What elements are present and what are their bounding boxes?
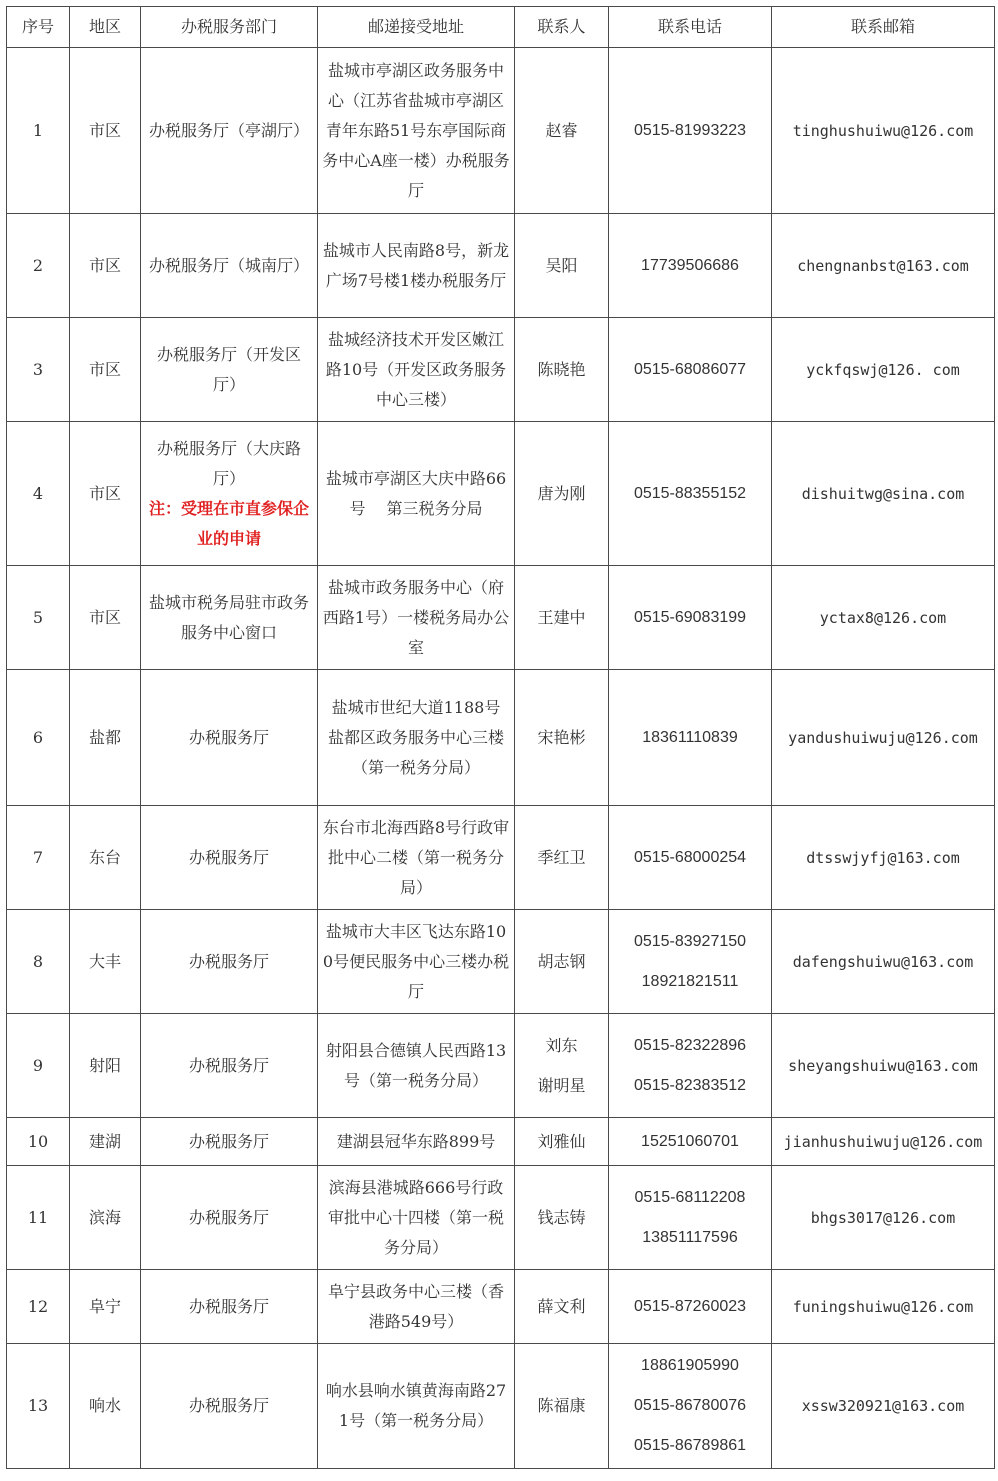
contact-name: 刘雅仙 bbox=[537, 1131, 586, 1151]
dept-name: 办税服务厅 bbox=[188, 1055, 269, 1075]
row-email: bhgs3017@126.com bbox=[772, 1166, 995, 1270]
phone-number: 0515-68086077 bbox=[633, 360, 747, 378]
row-contact bbox=[515, 48, 609, 214]
row-email: sheyangshuiwu@163.com bbox=[772, 1014, 995, 1118]
contact-name: 季红卫 bbox=[537, 847, 586, 867]
table-row bbox=[7, 1166, 995, 1270]
row-email: funingshuiwu@126.com bbox=[772, 1270, 995, 1344]
row-dept bbox=[141, 670, 318, 806]
header-phone: 联系电话 bbox=[609, 7, 772, 48]
phone-number: 0515-82322896 bbox=[633, 1036, 747, 1054]
contact-name: 唐为刚 bbox=[537, 483, 586, 503]
row-region: 滨海 bbox=[70, 1166, 141, 1270]
row-number: 6 bbox=[7, 670, 70, 806]
table-row bbox=[7, 806, 995, 910]
row-address: 盐城经济技术开发区嫩江路10号（开发区政务服务中心三楼） bbox=[318, 318, 515, 422]
row-number: 5 bbox=[7, 566, 70, 670]
table-row bbox=[7, 318, 995, 422]
row-number: 2 bbox=[7, 214, 70, 318]
phone-number: 15251060701 bbox=[641, 1132, 739, 1150]
header-row bbox=[7, 7, 995, 48]
row-region: 市区 bbox=[70, 48, 141, 214]
row-address: 滨海县港城路666号行政审批中心十四楼（第一税务分局） bbox=[318, 1166, 515, 1270]
table-row bbox=[7, 670, 995, 806]
phone-number: 0515-82383512 bbox=[633, 1076, 747, 1094]
row-contact bbox=[515, 318, 609, 422]
phone-number: 0515-88355152 bbox=[633, 484, 747, 502]
row-region: 东台 bbox=[70, 806, 141, 910]
phone-number: 18861905990 bbox=[641, 1357, 739, 1374]
contact-name: 胡志钢 bbox=[537, 951, 586, 971]
row-region: 大丰 bbox=[70, 910, 141, 1014]
row-dept bbox=[141, 566, 318, 670]
dept-name: 盐城市税务局驻市政务服务中心窗口 bbox=[148, 592, 309, 642]
row-number: 13 bbox=[7, 1344, 70, 1469]
row-region: 盐都 bbox=[70, 670, 141, 806]
row-address: 响水县响水镇黄海南路271号（第一税务分局） bbox=[318, 1344, 515, 1469]
row-number: 4 bbox=[7, 422, 70, 566]
table-row bbox=[7, 1344, 995, 1469]
dept-name: 办税服务厅 bbox=[188, 1207, 269, 1227]
contact-name: 宋艳彬 bbox=[537, 727, 586, 747]
row-region: 建湖 bbox=[70, 1118, 141, 1166]
row-email: yandushuiwuju@126.com bbox=[772, 670, 995, 806]
header-address: 邮递接受地址 bbox=[318, 7, 515, 48]
row-region: 市区 bbox=[70, 318, 141, 422]
row-number: 11 bbox=[7, 1166, 70, 1270]
row-contact bbox=[515, 1014, 609, 1118]
row-phone bbox=[609, 670, 772, 806]
header-no: 序号 bbox=[7, 7, 70, 48]
row-number: 3 bbox=[7, 318, 70, 422]
table-row bbox=[7, 214, 995, 318]
row-contact bbox=[515, 910, 609, 1014]
contact-name: 吴阳 bbox=[545, 255, 578, 275]
phone-number: 0515-68000254 bbox=[633, 848, 747, 866]
row-region: 市区 bbox=[70, 566, 141, 670]
phone-number: 0515-83927150 bbox=[633, 932, 747, 950]
dept-name: 办税服务厅 bbox=[188, 1296, 269, 1316]
table-body bbox=[7, 48, 995, 1469]
row-dept bbox=[141, 1270, 318, 1344]
table-row bbox=[7, 1270, 995, 1344]
header-email: 联系邮箱 bbox=[772, 7, 995, 48]
phone-number: 0515-86789861 bbox=[633, 1437, 747, 1454]
phone-number: 0515-68112208 bbox=[634, 1188, 746, 1206]
row-phone bbox=[609, 318, 772, 422]
row-address: 东台市北海西路8号行政审批中心二楼（第一税务分局） bbox=[318, 806, 515, 910]
row-dept bbox=[141, 1344, 318, 1469]
row-dept bbox=[141, 214, 318, 318]
row-address: 盐城市世纪大道1188号 盐都区政务服务中心三楼（第一税务分局） bbox=[318, 670, 515, 806]
phone-number: 18921821511 bbox=[641, 972, 739, 990]
row-address: 盐城市亭湖区大庆中路66号 第三税务分局 bbox=[318, 422, 515, 566]
row-address: 射阳县合德镇人民西路13号（第一税务分局） bbox=[318, 1014, 515, 1118]
contact-name: 薛文利 bbox=[537, 1296, 586, 1316]
table-row bbox=[7, 48, 995, 214]
dept-name: 办税服务厅（开发区厅） bbox=[156, 344, 301, 394]
row-email: xssw320921@163.com bbox=[772, 1344, 995, 1469]
row-contact bbox=[515, 806, 609, 910]
row-address: 阜宁县政务中心三楼（香港路549号） bbox=[318, 1270, 515, 1344]
row-number: 10 bbox=[7, 1118, 70, 1166]
phone-number: 18361110839 bbox=[642, 728, 738, 746]
contact-name: 刘东 bbox=[545, 1035, 578, 1055]
phone-number: 0515-86780076 bbox=[633, 1397, 747, 1414]
row-region: 市区 bbox=[70, 422, 141, 566]
row-phone bbox=[609, 48, 772, 214]
phone-number: 0515-87260023 bbox=[633, 1297, 747, 1315]
header-dept: 办税服务部门 bbox=[141, 7, 318, 48]
table-row bbox=[7, 422, 995, 566]
table-row bbox=[7, 910, 995, 1014]
row-contact bbox=[515, 1270, 609, 1344]
row-email: jianhushuiwuju@126.com bbox=[772, 1118, 995, 1166]
row-contact bbox=[515, 422, 609, 566]
row-phone bbox=[609, 1118, 772, 1166]
row-phone bbox=[609, 910, 772, 1014]
row-phone bbox=[609, 1166, 772, 1270]
phone-number: 0515-81993223 bbox=[633, 121, 747, 139]
dept-name: 办税服务厅 bbox=[188, 951, 269, 971]
row-email: dishuitwg@sina.com bbox=[772, 422, 995, 566]
row-dept bbox=[141, 48, 318, 214]
dept-note: 注：受理在市直参保企业的申请 bbox=[148, 498, 309, 548]
row-number: 7 bbox=[7, 806, 70, 910]
phone-number: 17739506686 bbox=[641, 256, 739, 274]
row-dept bbox=[141, 1014, 318, 1118]
row-region: 射阳 bbox=[70, 1014, 141, 1118]
row-dept bbox=[141, 910, 318, 1014]
row-region: 响水 bbox=[70, 1344, 141, 1469]
row-dept bbox=[141, 318, 318, 422]
row-address: 建湖县冠华东路899号 bbox=[318, 1118, 515, 1166]
row-email: yctax8@126.com bbox=[772, 566, 995, 670]
contact-name: 陈晓艳 bbox=[537, 359, 586, 379]
contact-name: 陈福康 bbox=[537, 1396, 586, 1415]
row-phone bbox=[609, 566, 772, 670]
row-address: 盐城市大丰区飞达东路100号便民服务中心三楼办税厅 bbox=[318, 910, 515, 1014]
row-dept bbox=[141, 806, 318, 910]
row-phone bbox=[609, 1344, 772, 1469]
row-contact bbox=[515, 1118, 609, 1166]
row-dept bbox=[141, 422, 318, 566]
tax-service-contact-table bbox=[6, 6, 995, 1469]
row-number: 9 bbox=[7, 1014, 70, 1118]
dept-name: 办税服务厅 bbox=[188, 1131, 269, 1151]
row-address: 盐城市人民南路8号，新龙广场7号楼1楼办税服务厅 bbox=[318, 214, 515, 318]
row-number: 12 bbox=[7, 1270, 70, 1344]
row-email: dtsswjyfj@163.com bbox=[772, 806, 995, 910]
dept-name: 办税服务厅 bbox=[188, 847, 269, 867]
row-address: 盐城市亭湖区政务服务中心（江苏省盐城市亭湖区青年东路51号东亭国际商务中心A座一楼）办税服务厅 bbox=[318, 48, 515, 214]
row-email: tinghushuiwu@126.com bbox=[772, 48, 995, 214]
dept-name: 办税服务厅（大庆路厅） bbox=[156, 438, 301, 488]
row-address: 盐城市政务服务中心（府西路1号）一楼税务局办公室 bbox=[318, 566, 515, 670]
row-email: dafengshuiwu@163.com bbox=[772, 910, 995, 1014]
dept-name: 办税服务厅 bbox=[188, 1396, 269, 1415]
row-phone bbox=[609, 1270, 772, 1344]
row-contact bbox=[515, 670, 609, 806]
row-contact bbox=[515, 1166, 609, 1270]
dept-name: 办税服务厅 bbox=[188, 727, 269, 747]
row-phone bbox=[609, 1014, 772, 1118]
row-number: 1 bbox=[7, 48, 70, 214]
row-contact bbox=[515, 566, 609, 670]
row-email: chengnanbst@163.com bbox=[772, 214, 995, 318]
row-number: 8 bbox=[7, 910, 70, 1014]
row-phone bbox=[609, 214, 772, 318]
dept-name: 办税服务厅（亭湖厅） bbox=[148, 120, 309, 140]
row-region: 市区 bbox=[70, 214, 141, 318]
row-dept bbox=[141, 1166, 318, 1270]
contact-name: 赵睿 bbox=[545, 120, 578, 140]
contact-name: 王建中 bbox=[537, 607, 586, 627]
contact-name: 钱志铸 bbox=[537, 1207, 586, 1227]
header-region: 地区 bbox=[70, 7, 141, 48]
phone-number: 13851117596 bbox=[642, 1228, 738, 1246]
header-contact: 联系人 bbox=[515, 7, 609, 48]
table-row bbox=[7, 1014, 995, 1118]
row-email: yckfqswj@126. com bbox=[772, 318, 995, 422]
row-region: 阜宁 bbox=[70, 1270, 141, 1344]
table-row bbox=[7, 1118, 995, 1166]
row-dept bbox=[141, 1118, 318, 1166]
row-contact bbox=[515, 1344, 609, 1469]
contact-name: 谢明星 bbox=[537, 1075, 586, 1095]
phone-number: 0515-69083199 bbox=[633, 608, 747, 626]
row-phone bbox=[609, 806, 772, 910]
row-phone bbox=[609, 422, 772, 566]
row-contact bbox=[515, 214, 609, 318]
table-row bbox=[7, 566, 995, 670]
dept-name: 办税服务厅（城南厅） bbox=[148, 255, 309, 275]
